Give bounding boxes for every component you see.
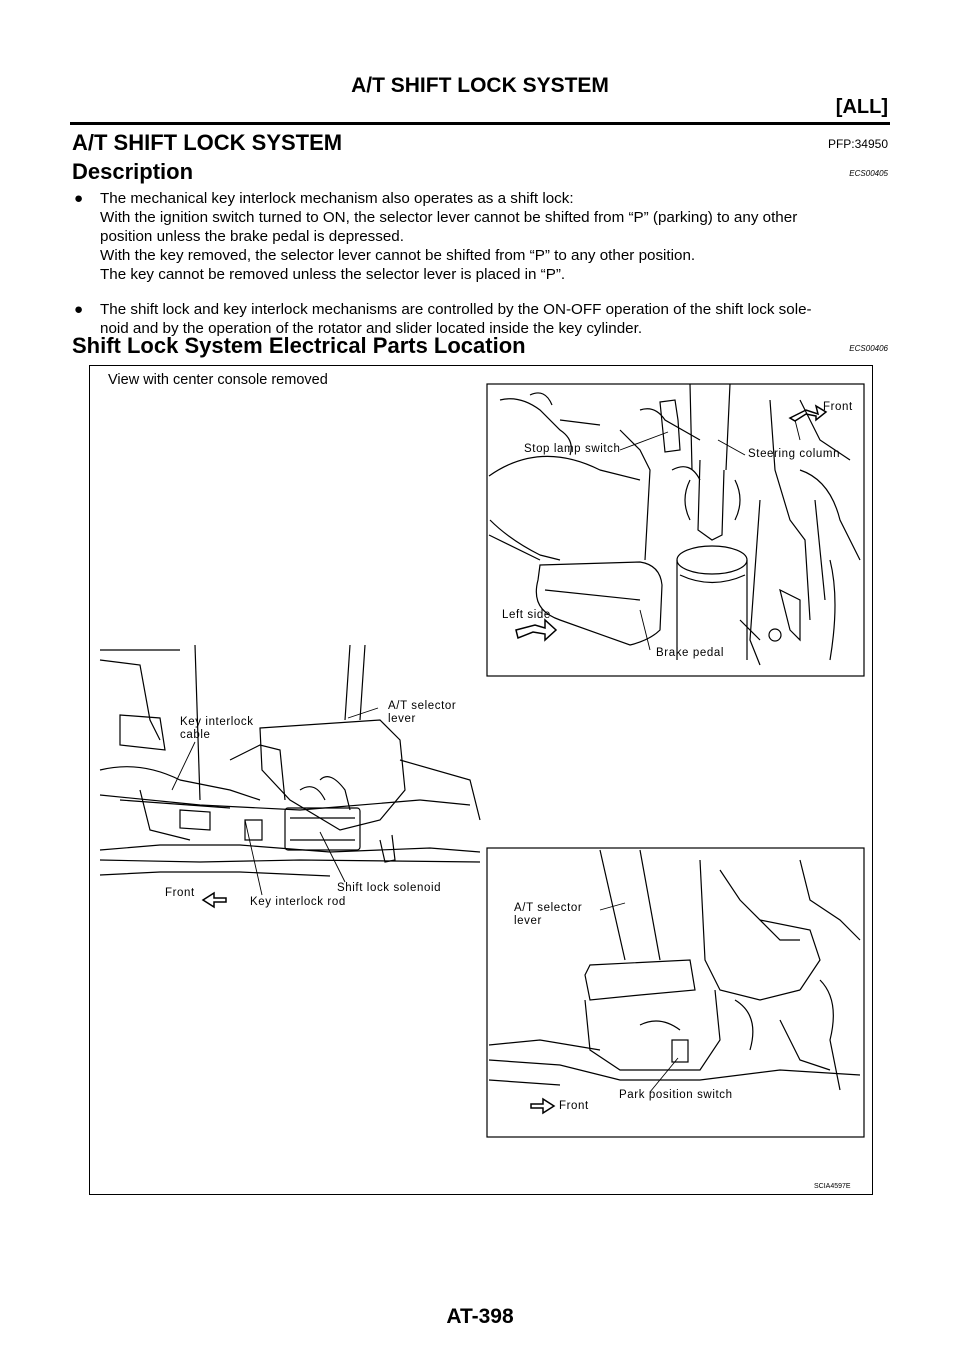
left-side-arrow-icon [516, 620, 556, 640]
leader-line [245, 820, 262, 895]
label-line: Key interlock [180, 716, 254, 728]
label-front-top: Front [823, 401, 853, 413]
label-front-bottom: Front [559, 1100, 589, 1112]
front-bottom-arrow-icon [531, 1099, 554, 1113]
bullet-line: The key cannot be removed unless the selector lever is placed in “P”. [100, 266, 566, 283]
bullet-line: The mechanical key interlock mechanism also operates as a shift lock: [100, 190, 574, 207]
park-switch-area-drawing [489, 850, 860, 1090]
bullet-line: noid and by the operation of the rotator and slider located inside the key cylinder. [100, 320, 643, 337]
label-stop-lamp-switch: Stop lamp switch [524, 443, 621, 455]
description-heading: Description [72, 159, 194, 184]
label-line: A/T selector [388, 700, 457, 712]
bullet-line: With the ignition switch turned to ON, the selector lever cannot be shifted from “P” (parking) to any other [100, 209, 798, 226]
section-tag: [ALL] [835, 96, 888, 118]
part-code: PFP:34950 [827, 137, 888, 151]
selector-lever-area-drawing [100, 645, 480, 876]
label-shift-lock-solenoid: Shift lock solenoid [337, 882, 442, 894]
leader-line [620, 432, 668, 450]
label-line: lever [514, 915, 542, 927]
label-key-interlock-cable [180, 716, 254, 742]
leader-line [650, 1058, 678, 1092]
label-park-position-switch: Park position switch [619, 1089, 733, 1101]
figure-caption: View with center console removed [108, 372, 328, 388]
bullet-dot-icon: ● [74, 301, 84, 318]
label-line: cable [180, 729, 211, 741]
label-steering-column: Steering column [748, 448, 841, 460]
page-title: A/T SHIFT LOCK SYSTEM [72, 130, 343, 155]
page-number: AT-398 [446, 1305, 514, 1328]
label-at-selector-lever-2 [514, 902, 582, 928]
label-line: lever [388, 713, 416, 725]
leader-line [348, 708, 378, 718]
label-brake-pedal: Brake pedal [656, 647, 724, 659]
location-code: ECS00406 [849, 344, 888, 353]
bullet-line: With the key removed, the selector lever cannot be shifted from “P” to any other position. [100, 247, 696, 264]
label-key-interlock-rod: Key interlock rod [250, 896, 346, 908]
inset-frame-top [487, 384, 864, 676]
label-left-side: Left side [502, 609, 551, 621]
location-heading: Shift Lock System Electrical Parts Location [72, 333, 526, 358]
front-arrow-icon [790, 406, 826, 421]
leader-line [640, 610, 650, 650]
leader-line [795, 420, 800, 440]
figure-code: SCIA4597E [814, 1183, 851, 1190]
label-at-selector-lever [388, 700, 456, 726]
label-line: A/T selector [514, 902, 583, 914]
label-front-left: Front [165, 887, 195, 899]
bullet-line: The shift lock and key interlock mechanisms are controlled by the ON-OFF operation of the shift lock sole- [100, 301, 812, 318]
running-header-title: A/T SHIFT LOCK SYSTEM [351, 74, 609, 97]
bullet-dot-icon: ● [74, 190, 84, 207]
leader-line [718, 440, 745, 455]
bullet-line: position unless the brake pedal is depressed. [100, 228, 404, 245]
front-left-arrow-icon [203, 893, 226, 907]
description-code: ECS00405 [849, 169, 888, 178]
